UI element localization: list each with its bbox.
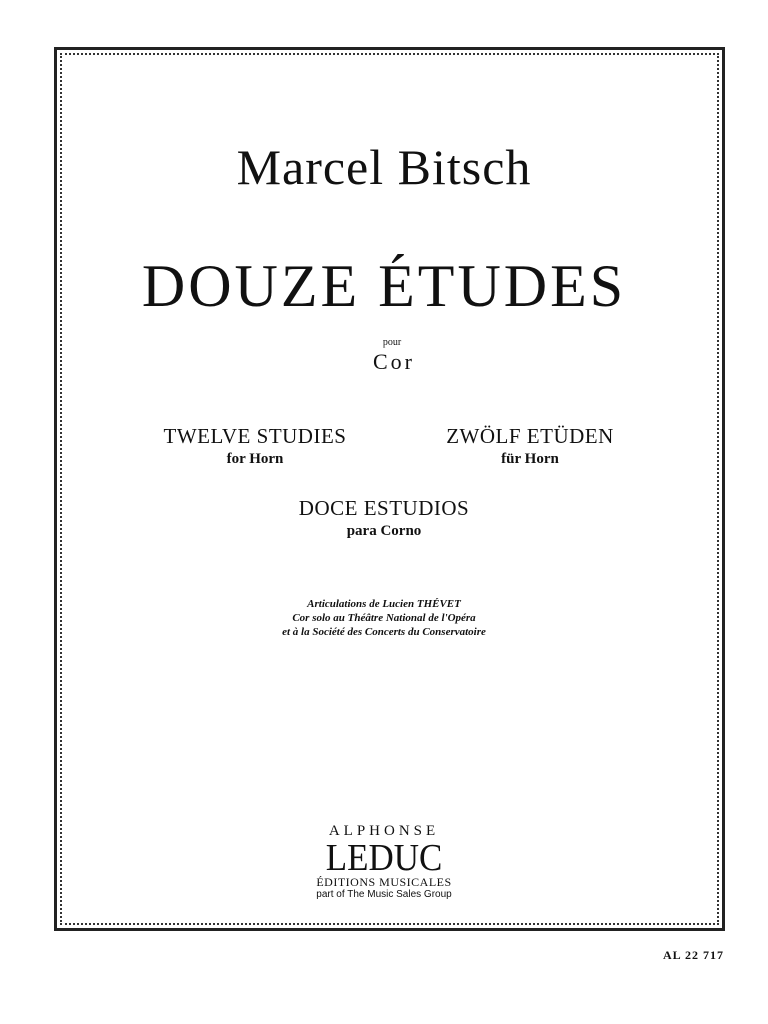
spanish-title-block <box>264 495 504 541</box>
articulation-credits <box>0 597 768 639</box>
publisher-group: part of The Music Sales Group <box>316 889 452 900</box>
catalog-number: AL 22 717 <box>662 948 724 962</box>
instrument-name: Cor <box>373 349 415 374</box>
english-title: TWELVE STUDIES <box>163 424 347 448</box>
german-title: ZWÖLF ETÜDEN <box>446 424 614 448</box>
publisher-logo <box>0 822 768 901</box>
german-instrument: für Horn <box>501 451 559 467</box>
publisher-top-line: ALPHONSE <box>328 823 440 839</box>
credits-line-1: Articulations de Lucien THÉVET <box>307 598 461 610</box>
composer-name: Marcel Bitsch <box>236 139 532 195</box>
spanish-title: DOCE ESTUDIOS <box>298 496 470 520</box>
german-title-block <box>410 423 650 469</box>
pour-label: pour <box>382 337 402 348</box>
work-title: DOUZE ÉTUDES <box>141 253 627 319</box>
publisher-brand: LEDUC <box>325 837 443 879</box>
spanish-instrument: para Corno <box>346 523 422 539</box>
english-title-block <box>135 423 375 469</box>
english-instrument: for Horn <box>226 451 284 467</box>
publisher-subtitle: ÉDITIONS MUSICALES <box>316 875 452 889</box>
credits-line-3: et à la Société des Concerts du Conservatoire <box>282 626 486 638</box>
credits-line-2: Cor solo au Théâtre National de l'Opéra <box>292 612 476 624</box>
